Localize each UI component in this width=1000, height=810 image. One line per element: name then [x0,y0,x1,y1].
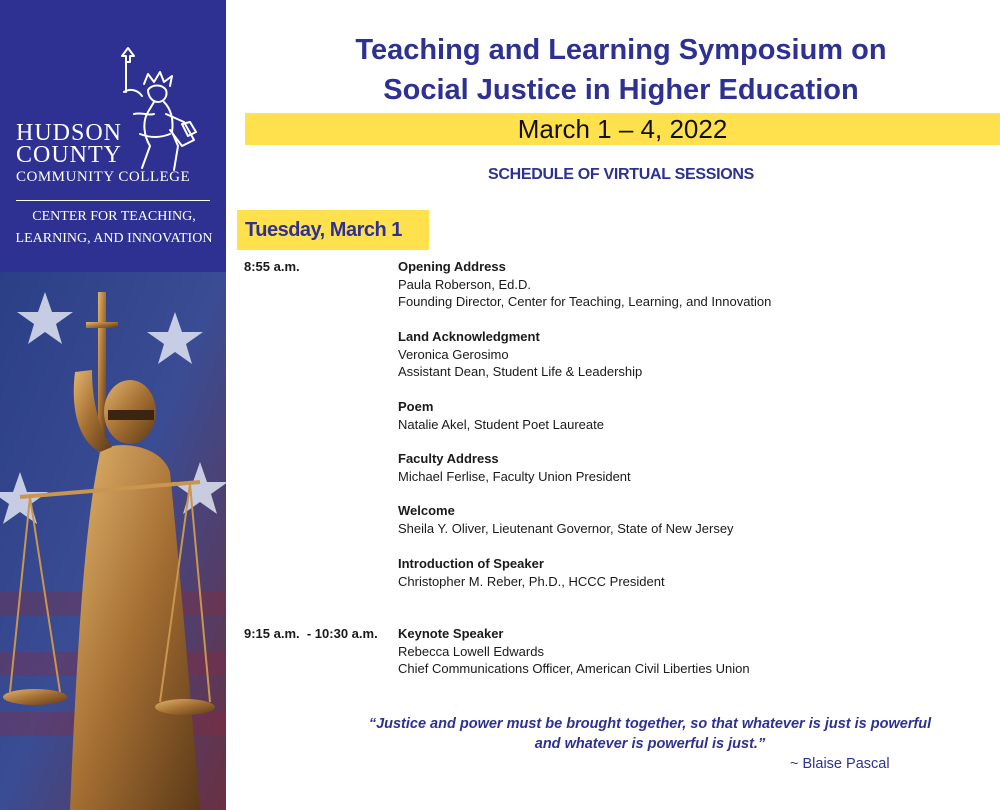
college-logo [0,0,226,272]
session-line: Rebecca Lowell Edwards [398,643,544,659]
session-title: Opening Address [398,259,506,274]
sidebar [0,0,226,810]
logo-divider [16,200,210,201]
session-time: 8:55 a.m. [244,259,300,274]
center-line-2: LEARNING, AND INNOVATION [15,231,213,246]
title-line-2: Social Justice in Higher Education [383,74,859,106]
session-line: Paula Roberson, Ed.D. [398,276,531,292]
schedule-heading: SCHEDULE OF VIRTUAL SESSIONS [487,166,754,183]
center-name [14,206,214,250]
quote-attribution: ~ Blaise Pascal [790,756,890,772]
session-line: Natalie Akel, Student Poet Laureate [398,416,604,432]
session-title: Poem [398,399,434,414]
session-line: Sheila Y. Oliver, Lieutenant Governor, State of New Jersey [398,520,734,536]
session-line: Assistant Dean, Student Life & Leadership [398,364,643,379]
session-time: 9:15 a.m. - 10:30 a.m. [244,626,378,641]
quote-line-2: and whatever is powerful is just.” [534,736,766,752]
day-heading: Tuesday, March 1 [237,210,429,250]
session-line: Chief Communications Officer, American Civil Liberties Union [398,661,750,676]
quote-line-1: “Justice and power must be brought together, so that whatever is just is powerful [368,716,932,732]
title-line-1: Teaching and Learning Symposium on [355,34,887,66]
quote [330,714,970,754]
session-line: Veronica Gerosimo [398,346,509,362]
session-line: Christopher M. Reber, Ph.D., HCCC President [398,573,665,589]
session-title: Welcome [398,503,455,518]
college-line-2: COUNTY [16,142,122,168]
page-title [240,30,1000,110]
session-title: Introduction of Speaker [398,556,544,571]
event-dates: March 1 – 4, 2022 [245,113,1000,145]
session-line: Michael Ferlise, Faculty Union President [398,468,631,484]
college-line-1: HUDSON [16,120,123,146]
center-line-1: CENTER FOR TEACHING, [32,209,196,224]
lady-justice-image [0,272,226,810]
college-name [16,122,190,188]
session-title: Faculty Address [398,451,499,466]
session-line: Founding Director, Center for Teaching, Learning, and Innovation [398,294,772,309]
session-title: Land Acknowledgment [398,329,540,344]
college-line-3: COMMUNITY COLLEGE [16,169,191,185]
session-title: Keynote Speaker [398,626,504,641]
